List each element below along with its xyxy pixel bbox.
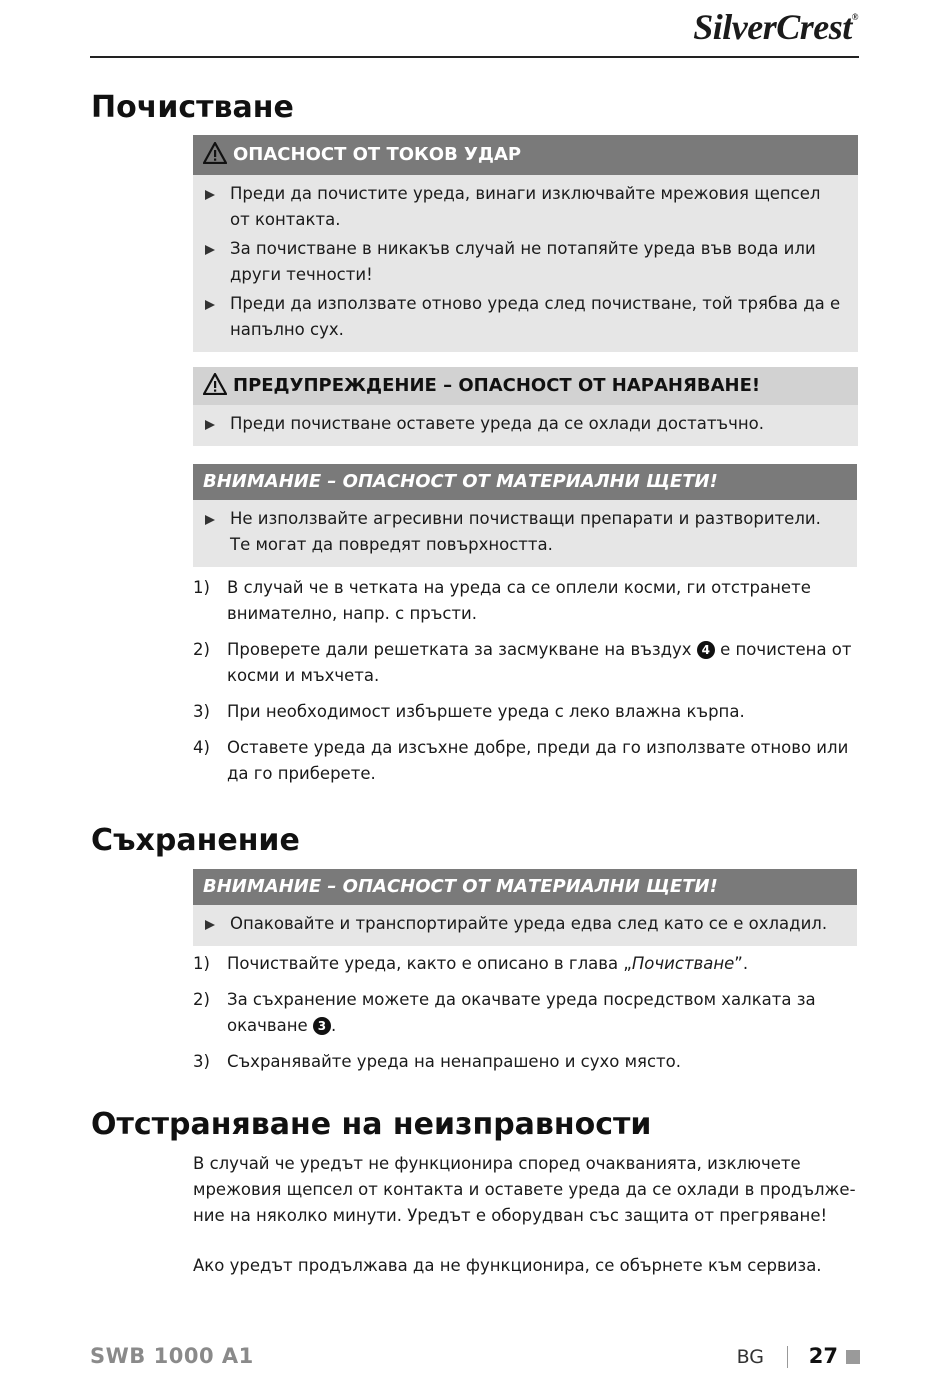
footer-divider [787,1346,788,1368]
bullet-arrow-icon [205,420,215,430]
header-rule [90,56,859,58]
caution-box-heading: ВНИМАНИЕ – ОПАСНОСТ ОТ МАТЕРИАЛНИ ЩЕТИ! [193,869,857,905]
list-item: Преди да почистите уреда, винаги изключвайте мрежовия щепсел от контакта. [203,181,844,233]
caution-box-heading: ВНИМАНИЕ – ОПАСНОСТ ОТ МАТЕРИАЛНИ ЩЕТИ! [193,464,857,500]
part-number-badge: 3 [313,1017,331,1035]
cleaning-steps [193,575,853,797]
list-item: Не използвайте агресивни почистващи препарати и разтворители. Те могат да повредят повърхността. [203,506,843,558]
warning-box [193,367,858,446]
page-marker-square-icon [846,1350,860,1364]
step-item: 2) Проверете дали решетката за засмукване на въздух 4 е почистена от косми и мъхчета. [193,640,852,685]
list-item: За почистване в никакъв случай не потапяйте уреда във вода или други течности! [203,236,844,288]
caution-box [193,464,857,567]
bullet-arrow-icon [205,245,215,255]
list-item: Преди почистване оставете уреда да се охлади достатъчно. [203,411,844,437]
bullet-arrow-icon [205,190,215,200]
storage-steps [193,951,853,1085]
step-item: 3) Съхранявайте уреда на ненапрашено и сухо място. [193,1052,681,1071]
section-title-troubleshooting: Отстраняване на неизправности [91,1107,652,1142]
step-item: 3) При необходимост избършете уреда с леко влажна кърпа. [193,702,745,721]
storage-caution-box [193,869,857,946]
warning-box-heading: ПРЕДУПРЕЖДЕНИЕ – ОПАСНОСТ ОТ НАРАНЯВАНЕ! [193,367,858,405]
bullet-arrow-icon [205,920,215,930]
danger-box-heading: ОПАСНОСТ ОТ ТОКОВ УДАР [193,135,858,175]
part-number-badge: 4 [697,641,715,659]
section-title-cleaning: Почистване [91,90,294,125]
troubleshooting-paragraph: В случай че уредът не функционира според очакванията, изключете мрежовия щепсел от контакта и оставете уреда да се охлади в продълже-ние на няколко минути. Уредът е оборудван със защита от прегряване! [193,1154,856,1225]
page-number: 27 [808,1344,838,1368]
list-item: Преди да използвате отново уреда след почистване, той трябва да е напълно сух. [203,291,844,343]
page-footer [90,1344,860,1374]
troubleshooting-service-paragraph: Ако уредът продължава да не функционира, се обърнете към сервиза. [193,1256,822,1275]
step-item: 1) В случай че в четката на уреда са се оплели косми, ги отстранете внимателно, напр. с пръсти. [193,578,811,623]
model-number: SWB 1000 A1 [90,1344,254,1368]
bullet-arrow-icon [205,300,215,310]
warning-triangle-icon [203,139,227,175]
language-code: BG [736,1346,764,1368]
section-title-storage: Съхранение [91,823,300,858]
step-item: 1) Почиствайте уреда, както е описано в глава „Почистване”. [193,954,749,973]
danger-box [193,135,858,352]
step-item: 2) За съхранение можете да окачвате уреда посредством халката за окачване 3 . [193,990,816,1035]
warning-triangle-icon [203,371,227,405]
step-item: 4) Оставете уреда да изсъхне добре, преди да го използвате отново или да го приберете. [193,738,849,783]
brand-logo: SilverCrest® [693,7,858,47]
bullet-arrow-icon [205,515,215,525]
list-item: Опаковайте и транспортирайте уреда едва след като се е охладил. [203,911,843,937]
